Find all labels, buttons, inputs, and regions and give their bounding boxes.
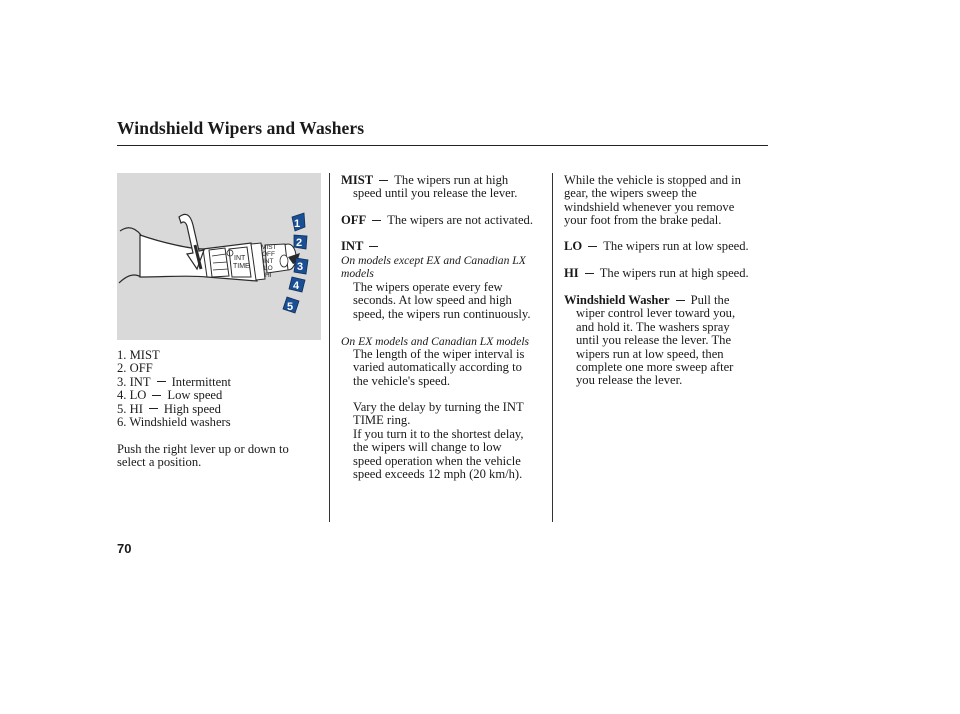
svg-text:3: 3 xyxy=(297,261,304,273)
title-rule xyxy=(117,145,768,146)
int-heading: INT xyxy=(341,239,364,253)
column-divider-right xyxy=(552,173,553,522)
svg-text:4: 4 xyxy=(293,280,300,292)
int-label: INT xyxy=(234,255,246,262)
off-heading: OFF xyxy=(341,213,367,227)
hi-heading: HI xyxy=(564,266,579,280)
callout-3 xyxy=(294,258,308,274)
em-dash xyxy=(676,300,685,301)
legend-item: 5. HI High speed xyxy=(117,401,221,416)
callout-5 xyxy=(283,297,299,313)
push-instruction: Push the right lever up or down to select a position. xyxy=(117,442,289,470)
position-label-mist: MIST xyxy=(261,244,277,251)
mist-section: MIST The wipers run at high speed until you release the lever. xyxy=(341,173,518,201)
stopped-paragraph: While the vehicle is stopped and in gear, the wipers sweep the windshield whenever you remove your foot from the brake pedal. xyxy=(564,173,741,228)
int-ex-heading: On EX models and Canadian LX models xyxy=(341,335,530,348)
int-section xyxy=(341,240,384,253)
int-except-heading: On models except EX and Canadian LX models xyxy=(341,254,526,280)
page-title: Windshield Wipers and Washers xyxy=(117,118,365,138)
int-ex-body: The length of the wiper interval is varied automatically according to the vehicle's speed. xyxy=(353,347,525,388)
legend-item: 1. MIST xyxy=(117,348,160,362)
mist-heading: MIST xyxy=(341,173,374,187)
em-dash xyxy=(585,273,594,274)
position-label-off: OFF xyxy=(262,251,275,258)
steering-column-outline xyxy=(119,275,141,283)
callout-6 xyxy=(280,255,288,267)
page-number: 70 xyxy=(117,541,132,556)
em-dash xyxy=(372,220,381,221)
lo-section: LO The wipers run at low speed. xyxy=(564,239,749,253)
em-dash xyxy=(379,180,388,181)
em-dash xyxy=(149,408,158,409)
legend-item: 2. OFF xyxy=(117,361,153,376)
hi-section: HI The wipers run at high speed. xyxy=(564,266,749,280)
em-dash xyxy=(157,381,166,382)
em-dash xyxy=(369,246,378,247)
svg-text:5: 5 xyxy=(287,301,294,313)
position-legend xyxy=(117,349,231,429)
int-except-body: The wipers operate every few seconds. At low speed and high speed, the wipers run continuously. xyxy=(353,280,531,321)
wiper-lever-drawing xyxy=(117,173,321,340)
off-section: OFF The wipers are not activated. xyxy=(341,213,533,227)
steering-column-outline xyxy=(120,228,141,235)
em-dash xyxy=(152,395,161,396)
position-label-int: INT xyxy=(263,258,274,265)
wiper-lever-illustration xyxy=(117,173,321,340)
lo-heading: LO xyxy=(564,239,583,253)
svg-text:2: 2 xyxy=(296,237,303,249)
callout-2 xyxy=(294,235,307,249)
washer-section: Windshield Washer Pull the wiper control lever toward you, and hold it. The washers spray until you release the lever. The wipers run at low speed, then complete one more sweep after you release the lever. xyxy=(564,293,736,388)
legend-item: 4. LO Low speed xyxy=(117,388,223,403)
position-label-hi: HI xyxy=(265,272,272,279)
position-label-lo: LO xyxy=(264,265,273,272)
callout-1 xyxy=(292,213,305,231)
legend-item: 3. INT Intermittent xyxy=(117,374,232,389)
legend-item: 6. Windshield washers xyxy=(117,415,231,430)
washer-heading: Windshield Washer xyxy=(564,293,670,307)
em-dash xyxy=(588,246,597,247)
callout-4 xyxy=(289,277,305,292)
column-divider-left xyxy=(329,173,330,522)
int-time-vary: Vary the delay by turning the INT TIME ring. If you turn it to the shortest delay, the wipers will change to low speed operation when the vehicle speed exceeds 12 mph (20 km/h). xyxy=(353,400,524,482)
svg-text:1: 1 xyxy=(294,218,301,230)
time-label: TIME xyxy=(233,263,250,270)
